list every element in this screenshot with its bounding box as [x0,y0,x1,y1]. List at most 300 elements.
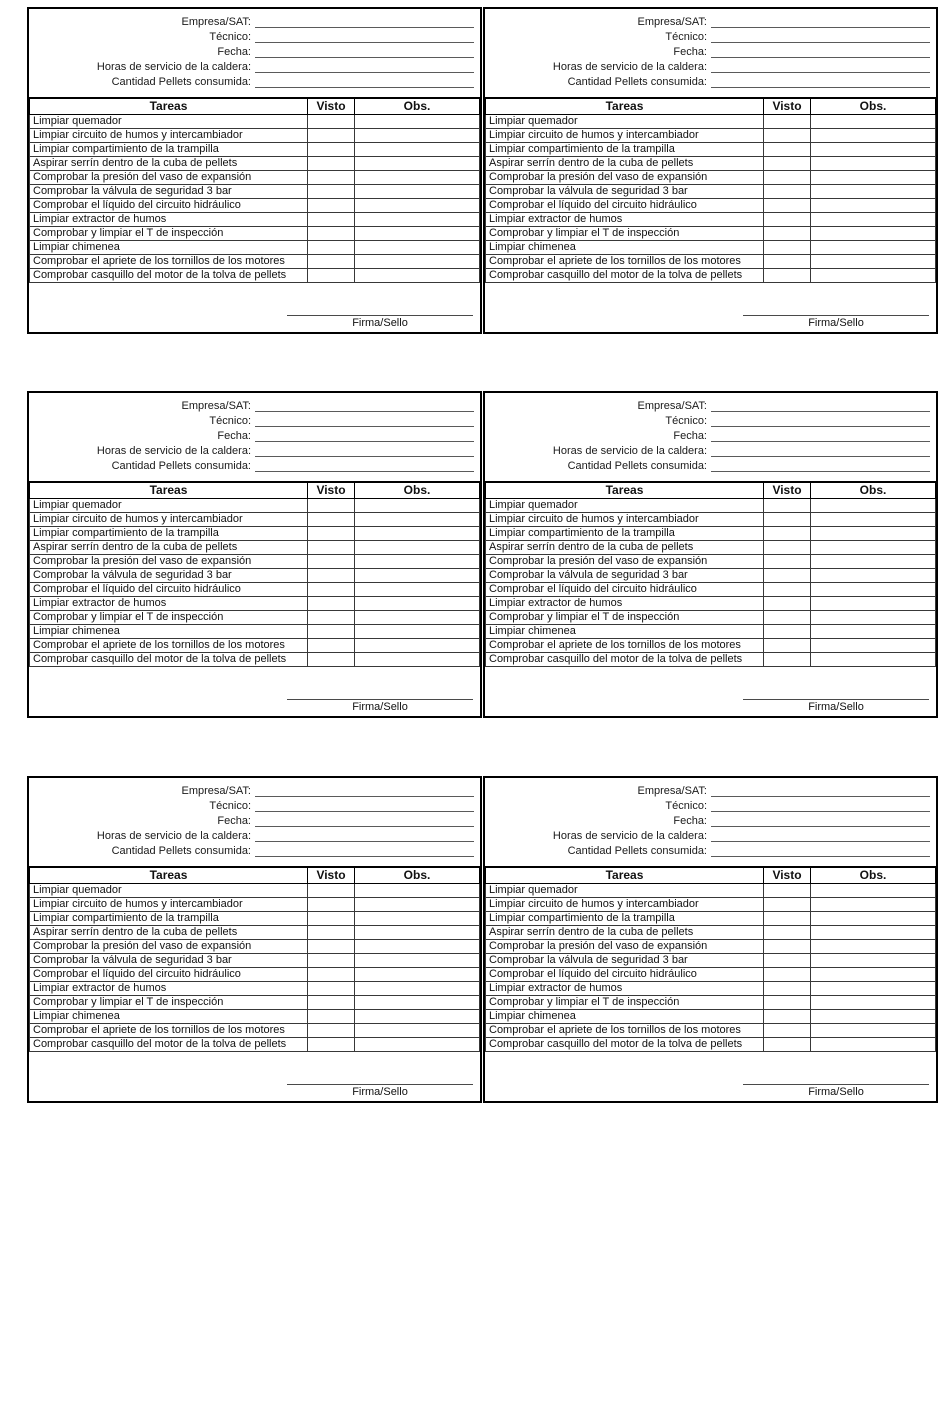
task-cell: Comprobar el líquido del circuito hidráulico [30,583,308,597]
visto-cell [764,625,811,639]
maintenance-checklist-card [27,7,482,334]
task-row [486,499,936,513]
column-header-tareas: Tareas [486,98,764,115]
task-cell: Comprobar el apriete de los tornillos de los motores [30,1024,308,1038]
task-cell: Comprobar el líquido del circuito hidráulico [30,199,308,213]
obs-cell [811,940,936,954]
task-row [486,199,936,213]
field-blank-line [711,829,930,842]
obs-cell [355,1038,480,1052]
field-blank-line [255,399,474,412]
visto-cell [764,499,811,513]
field-label: Cantidad Pellets consumida: [111,845,251,857]
field-blank-line [711,15,930,28]
header-fields [29,778,480,858]
visto-cell [764,227,811,241]
header-field-row [485,398,936,413]
header-field-row [485,428,936,443]
field-label: Empresa/SAT: [637,400,707,412]
task-cell: Aspirar serrín dentro de la cuba de pellets [486,926,764,940]
column-header-visto: Visto [764,867,811,884]
visto-cell [308,940,355,954]
task-cell: Limpiar circuito de humos y intercambiador [486,898,764,912]
task-cell: Comprobar casquillo del motor de la tolva de pellets [30,653,308,667]
visto-cell [308,199,355,213]
visto-cell [764,185,811,199]
obs-cell [355,129,480,143]
visto-cell [764,653,811,667]
obs-cell [355,597,480,611]
field-label: Fecha: [217,430,251,442]
maintenance-checklist-card [483,391,938,718]
obs-cell [355,241,480,255]
header-field-row [485,783,936,798]
obs-cell [355,1010,480,1024]
header-field-row [29,398,480,413]
column-header-obs: Obs. [355,98,480,115]
task-row [30,954,480,968]
header-field-row [485,29,936,44]
task-cell: Limpiar chimenea [30,1010,308,1024]
field-blank-line [711,799,930,812]
field-blank-line [711,75,930,88]
visto-cell [308,241,355,255]
obs-cell [355,653,480,667]
obs-cell [811,968,936,982]
task-cell: Limpiar compartimiento de la trampilla [30,143,308,157]
field-blank-line [255,814,474,827]
task-cell: Comprobar casquillo del motor de la tolva de pellets [486,269,764,283]
task-cell: Limpiar extractor de humos [486,213,764,227]
task-cell: Limpiar chimenea [486,625,764,639]
obs-cell [811,541,936,555]
field-blank-line [711,444,930,457]
task-cell: Limpiar compartimiento de la trampilla [486,912,764,926]
visto-cell [764,940,811,954]
task-row [30,143,480,157]
header-field-row [29,813,480,828]
visto-cell [764,241,811,255]
task-cell: Limpiar compartimiento de la trampilla [30,527,308,541]
task-cell: Comprobar la válvula de seguridad 3 bar [30,569,308,583]
field-label: Empresa/SAT: [181,16,251,28]
task-row [30,611,480,625]
obs-cell [811,241,936,255]
field-blank-line [255,45,474,58]
obs-cell [811,527,936,541]
task-row [486,255,936,269]
signature-label: Firma/Sello [808,317,864,329]
obs-cell [811,143,936,157]
visto-cell [308,513,355,527]
header-field-row [485,413,936,428]
field-label: Técnico: [209,31,251,43]
field-blank-line [711,30,930,43]
field-label: Fecha: [217,815,251,827]
obs-cell [355,255,480,269]
obs-cell [355,185,480,199]
task-cell: Comprobar la válvula de seguridad 3 bar [30,185,308,199]
visto-cell [764,213,811,227]
maintenance-checklist-card [483,7,938,334]
task-cell: Comprobar el apriete de los tornillos de los motores [30,255,308,269]
task-row [30,1038,480,1052]
visto-cell [308,926,355,940]
visto-cell [764,898,811,912]
task-row [486,513,936,527]
obs-cell [355,541,480,555]
task-cell: Comprobar la presión del vaso de expansión [30,940,308,954]
visto-cell [308,527,355,541]
visto-cell [764,954,811,968]
obs-cell [811,115,936,129]
task-cell: Comprobar casquillo del motor de la tolva de pellets [486,1038,764,1052]
obs-cell [355,968,480,982]
task-row [486,940,936,954]
task-cell: Limpiar circuito de humos y intercambiador [30,129,308,143]
signature-block [287,1084,473,1099]
task-cell: Comprobar el líquido del circuito hidráulico [486,968,764,982]
task-row [486,213,936,227]
obs-cell [355,982,480,996]
task-cell: Comprobar y limpiar el T de inspección [486,996,764,1010]
task-cell: Comprobar el apriete de los tornillos de los motores [486,255,764,269]
task-row [30,527,480,541]
field-blank-line [711,399,930,412]
visto-cell [308,639,355,653]
task-row [486,241,936,255]
header-field-row [29,74,480,89]
obs-cell [355,115,480,129]
task-row [486,898,936,912]
column-header-obs: Obs. [811,98,936,115]
obs-cell [355,996,480,1010]
task-cell: Comprobar casquillo del motor de la tolva de pellets [486,653,764,667]
task-cell: Comprobar casquillo del motor de la tolva de pellets [30,1038,308,1052]
task-cell: Limpiar circuito de humos y intercambiador [486,129,764,143]
field-blank-line [711,45,930,58]
field-label: Horas de servicio de la caldera: [96,830,251,842]
field-label: Empresa/SAT: [637,785,707,797]
task-row [30,583,480,597]
task-cell: Comprobar el apriete de los tornillos de los motores [486,639,764,653]
visto-cell [308,555,355,569]
obs-cell [355,213,480,227]
obs-cell [811,171,936,185]
task-row [30,499,480,513]
task-cell: Limpiar compartimiento de la trampilla [30,912,308,926]
field-label: Técnico: [209,800,251,812]
visto-cell [764,597,811,611]
signature-label: Firma/Sello [808,701,864,713]
header-fields [485,778,936,858]
task-row [30,1010,480,1024]
column-header-tareas: Tareas [30,98,308,115]
obs-cell [811,269,936,283]
column-header-visto: Visto [308,482,355,499]
task-cell: Limpiar extractor de humos [486,982,764,996]
obs-cell [811,611,936,625]
column-header-tareas: Tareas [486,482,764,499]
task-cell: Aspirar serrín dentro de la cuba de pellets [486,157,764,171]
header-field-row [29,14,480,29]
obs-cell [811,982,936,996]
task-row [30,269,480,283]
maintenance-checklist-card [483,776,938,1103]
field-label: Cantidad Pellets consumida: [567,460,707,472]
obs-cell [355,1024,480,1038]
obs-cell [811,227,936,241]
task-cell: Limpiar extractor de humos [486,597,764,611]
visto-cell [764,583,811,597]
task-cell: Comprobar la presión del vaso de expansión [486,940,764,954]
visto-cell [764,611,811,625]
task-cell: Comprobar y limpiar el T de inspección [30,996,308,1010]
header-field-row [485,443,936,458]
task-cell: Comprobar la presión del vaso de expansión [30,171,308,185]
visto-cell [764,884,811,898]
task-cell: Limpiar quemador [30,115,308,129]
visto-cell [308,954,355,968]
obs-cell [355,555,480,569]
field-label: Fecha: [217,46,251,58]
visto-cell [764,555,811,569]
visto-cell [308,898,355,912]
visto-cell [308,968,355,982]
visto-cell [764,912,811,926]
obs-cell [811,199,936,213]
task-row [30,982,480,996]
task-cell: Limpiar chimenea [486,1010,764,1024]
field-blank-line [711,784,930,797]
task-row [486,555,936,569]
visto-cell [764,1010,811,1024]
obs-cell [355,227,480,241]
obs-cell [355,569,480,583]
obs-cell [811,625,936,639]
obs-cell [355,199,480,213]
field-label: Fecha: [673,430,707,442]
visto-cell [308,269,355,283]
task-row [486,996,936,1010]
visto-cell [308,185,355,199]
column-header-obs: Obs. [811,482,936,499]
field-blank-line [255,784,474,797]
task-row [486,527,936,541]
task-cell: Limpiar extractor de humos [30,597,308,611]
task-row [30,639,480,653]
task-row [486,611,936,625]
tasks-table [29,481,480,667]
visto-cell [308,255,355,269]
obs-cell [355,954,480,968]
task-row [486,115,936,129]
visto-cell [308,653,355,667]
task-row [486,157,936,171]
signature-label: Firma/Sello [808,1086,864,1098]
task-cell: Comprobar y limpiar el T de inspección [30,227,308,241]
column-header-visto: Visto [308,98,355,115]
obs-cell [811,639,936,653]
field-blank-line [711,414,930,427]
task-row [486,982,936,996]
visto-cell [308,597,355,611]
task-cell: Comprobar la presión del vaso de expansión [486,171,764,185]
header-field-row [485,798,936,813]
visto-cell [308,912,355,926]
task-row [30,241,480,255]
table-header-row [30,482,480,499]
tasks-table [29,97,480,283]
task-row [30,625,480,639]
task-cell: Limpiar circuito de humos y intercambiador [30,513,308,527]
field-label: Empresa/SAT: [637,16,707,28]
visto-cell [764,996,811,1010]
table-header-row [30,98,480,115]
visto-cell [764,1024,811,1038]
visto-cell [308,1024,355,1038]
task-cell: Comprobar el líquido del circuito hidráulico [30,968,308,982]
task-cell: Comprobar y limpiar el T de inspección [486,227,764,241]
field-blank-line [255,459,474,472]
visto-cell [308,1038,355,1052]
field-blank-line [255,429,474,442]
visto-cell [308,884,355,898]
task-cell: Limpiar compartimiento de la trampilla [486,527,764,541]
task-row [486,884,936,898]
task-row [30,653,480,667]
column-header-visto: Visto [764,482,811,499]
task-row [486,583,936,597]
header-field-row [29,428,480,443]
task-cell: Comprobar la válvula de seguridad 3 bar [486,569,764,583]
field-blank-line [255,444,474,457]
field-blank-line [255,75,474,88]
task-cell: Comprobar la presión del vaso de expansión [30,555,308,569]
visto-cell [308,499,355,513]
field-label: Empresa/SAT: [181,785,251,797]
obs-cell [355,143,480,157]
visto-cell [764,982,811,996]
header-field-row [29,798,480,813]
task-row [486,185,936,199]
task-cell: Aspirar serrín dentro de la cuba de pellets [486,541,764,555]
visto-cell [764,639,811,653]
visto-cell [764,541,811,555]
header-field-row [29,413,480,428]
visto-cell [308,583,355,597]
visto-cell [764,527,811,541]
task-row [486,926,936,940]
field-label: Horas de servicio de la caldera: [552,445,707,457]
task-cell: Limpiar chimenea [30,241,308,255]
field-label: Cantidad Pellets consumida: [567,76,707,88]
visto-cell [308,1010,355,1024]
field-label: Cantidad Pellets consumida: [111,460,251,472]
obs-cell [355,639,480,653]
obs-cell [811,912,936,926]
task-row [486,597,936,611]
field-label: Cantidad Pellets consumida: [111,76,251,88]
visto-cell [308,143,355,157]
signature-block [743,315,929,330]
obs-cell [355,898,480,912]
task-row [486,1038,936,1052]
table-header-row [486,98,936,115]
task-row [486,1010,936,1024]
obs-cell [811,926,936,940]
visto-cell [764,115,811,129]
signature-label: Firma/Sello [352,317,408,329]
header-field-row [29,843,480,858]
field-blank-line [255,799,474,812]
task-cell: Comprobar la válvula de seguridad 3 bar [30,954,308,968]
header-fields [485,9,936,89]
field-label: Técnico: [209,415,251,427]
task-row [486,269,936,283]
field-label: Fecha: [673,815,707,827]
task-cell: Aspirar serrín dentro de la cuba de pellets [30,926,308,940]
field-blank-line [255,60,474,73]
obs-cell [355,157,480,171]
obs-cell [355,625,480,639]
visto-cell [308,171,355,185]
task-cell: Comprobar la presión del vaso de expansión [486,555,764,569]
obs-cell [811,185,936,199]
obs-cell [811,255,936,269]
task-cell: Limpiar chimenea [30,625,308,639]
task-row [486,639,936,653]
field-blank-line [711,814,930,827]
task-cell: Comprobar casquillo del motor de la tolva de pellets [30,269,308,283]
field-blank-line [711,60,930,73]
obs-cell [355,527,480,541]
column-header-tareas: Tareas [30,482,308,499]
visto-cell [764,143,811,157]
field-blank-line [255,844,474,857]
task-row [486,171,936,185]
signature-label: Firma/Sello [352,1086,408,1098]
visto-cell [764,157,811,171]
obs-cell [811,157,936,171]
header-field-row [485,59,936,74]
task-row [486,129,936,143]
header-fields [29,393,480,473]
visto-cell [764,171,811,185]
task-row [30,597,480,611]
task-row [486,968,936,982]
task-row [486,541,936,555]
visto-cell [764,968,811,982]
visto-cell [308,227,355,241]
obs-cell [811,213,936,227]
visto-cell [308,541,355,555]
task-row [30,115,480,129]
header-field-row [29,443,480,458]
field-label: Técnico: [665,31,707,43]
task-row [30,555,480,569]
task-row [30,926,480,940]
task-cell: Limpiar extractor de humos [30,213,308,227]
task-cell: Aspirar serrín dentro de la cuba de pellets [30,541,308,555]
visto-cell [308,129,355,143]
column-header-tareas: Tareas [30,867,308,884]
obs-cell [355,912,480,926]
task-cell: Comprobar el apriete de los tornillos de los motores [30,639,308,653]
task-cell: Comprobar la válvula de seguridad 3 bar [486,954,764,968]
column-header-visto: Visto [764,98,811,115]
obs-cell [355,611,480,625]
